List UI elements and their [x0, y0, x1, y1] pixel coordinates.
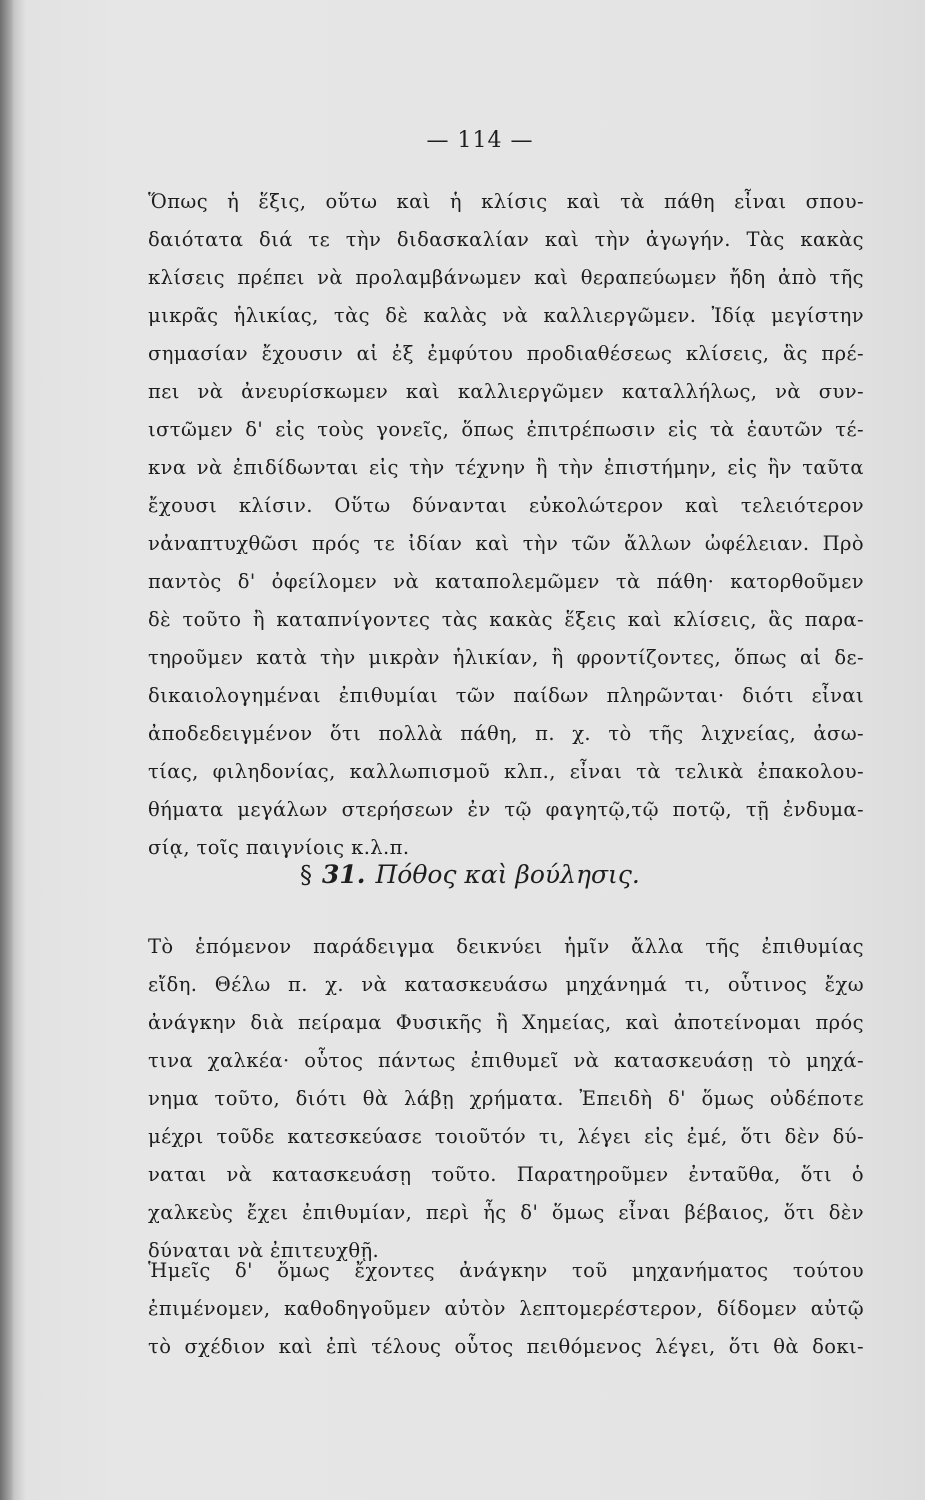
text-line: Τὸ ἑπόμενον παράδειγμα δεικνύει ἡμῖν ἄλλα τῆς ἐπιθυμίας: [148, 935, 864, 958]
text-line: ἔχουσι κλίσιν. Οὕτω δύνανται εὐκολώτερον καὶ τελειότερον: [148, 494, 864, 517]
text-line: κνα νὰ ἐπιδίδωνται εἰς τὴν τέχνην ἢ τὴν ἐπιστήμην, εἰς ἣν ταῦτα: [148, 456, 864, 479]
text-line: τηροῦμεν κατὰ τὴν μικρὰν ἡλικίαν, ἢ φροντίζοντες, ὅπως αἱ δε-: [148, 646, 864, 669]
text-line: ἐπιμένομεν, καθοδηγοῦμεν αὐτὸν λεπτομερέστερον, δίδομεν αὐτῷ: [148, 1297, 864, 1320]
paragraph-example: [148, 928, 864, 1270]
text-line: δύναται νὰ ἐπιτευχθῇ.: [148, 1239, 380, 1262]
text-line: ἀνάγκην διὰ πείραμα Φυσικῆς ἢ Χημείας, καὶ ἀποτείνομαι πρός: [148, 1011, 864, 1034]
section-heading: [300, 860, 700, 889]
paragraph-continuation: [148, 1252, 864, 1366]
text-line: τινα χαλκέα· οὗτος πάντως ἐπιθυμεῖ νὰ κατασκευάσῃ τὸ μηχά-: [148, 1049, 864, 1072]
text-line: σημασίαν ἔχουσιν αἱ ἐξ ἐμφύτου προδιαθέσεως κλίσεις, ἃς πρέ-: [148, 342, 864, 365]
text-line: ιστῶμεν δ' εἰς τοὺς γονεῖς, ὅπως ἐπιτρέπωσιν εἰς τὰ ἑαυτῶν τέ-: [148, 418, 864, 441]
text-line: πει νὰ ἀνευρίσκωμεν καὶ καλλιεργῶμεν καταλλήλως, νὰ συν-: [148, 380, 864, 403]
text-line: δὲ τοῦτο ἢ καταπνίγοντες τὰς κακὰς ἕξεις καὶ κλίσεις, ἃς παρα-: [148, 608, 864, 631]
text-line: θήματα μεγάλων στερήσεων ἐν τῷ φαγητῷ,τῷ ποτῷ, τῇ ἐνδυμα-: [148, 798, 864, 821]
text-line: παντὸς δ' ὀφείλομεν νὰ καταπολεμῶμεν τὰ πάθη· κατορθοῦμεν: [148, 570, 864, 593]
section-title: Πόθος καὶ βούλησις.: [375, 860, 640, 889]
text-line: τὸ σχέδιον καὶ ἐπὶ τέλους οὗτος πειθόμενος λέγει, ὅτι θὰ δοκι-: [148, 1335, 864, 1358]
book-spine-shadow: [0, 0, 14, 1500]
text-line: σίᾳ, τοῖς παιγνίοις κ.λ.π.: [148, 836, 410, 859]
text-line: χαλκεὺς ἔχει ἐπιθυμίαν, περὶ ἧς δ' ὅμως εἶναι βέβαιος, ὅτι δὲν: [148, 1201, 864, 1224]
page-number: — 114 —: [426, 128, 534, 153]
paragraph-habits-and-passions: [148, 183, 864, 867]
text-line: δικαιολογημέναι ἐπιθυμίαι τῶν παίδων πληρῶνται· διότι εἶναι: [148, 684, 864, 707]
text-line: δαιότατα διά τε τὴν διδασκαλίαν καὶ τὴν ἀγωγήν. Τὰς κακὰς: [148, 228, 864, 251]
text-line: Ὅπως ἡ ἕξις, οὕτω καὶ ἡ κλίσις καὶ τὰ πάθη εἶναι σπου-: [148, 190, 864, 213]
text-line: κλίσεις πρέπει νὰ προλαμβάνωμεν καὶ θεραπεύωμεν ἤδη ἀπὸ τῆς: [148, 266, 864, 289]
text-line: μικρᾶς ἡλικίας, τὰς δὲ καλὰς νὰ καλλιεργῶμεν. Ἰδίᾳ μεγίστην: [148, 304, 864, 327]
text-line: μέχρι τοῦδε κατεσκεύασε τοιοῦτόν τι, λέγει εἰς ἐμέ, ὅτι δὲν δύ-: [148, 1125, 864, 1148]
text-line: νημα τοῦτο, διότι θὰ λάβῃ χρήματα. Ἐπειδὴ δ' ὅμως οὐδέποτε: [148, 1087, 864, 1110]
section-symbol: §: [300, 861, 312, 889]
text-line: νἀναπτυχθῶσι πρός τε ἰδίαν καὶ τὴν τῶν ἄλλων ὠφέλειαν. Πρὸ: [148, 532, 864, 555]
section-number: 31.: [322, 860, 366, 889]
text-line: ναται νὰ κατασκευάσῃ τοῦτο. Παρατηροῦμεν ἐνταῦθα, ὅτι ὁ: [148, 1163, 864, 1186]
text-line: εἴδη. Θέλω π. χ. νὰ κατασκευάσω μηχάνημά τι, οὗτινος ἔχω: [148, 973, 864, 996]
text-line: ἀποδεδειγμένον ὅτι πολλὰ πάθη, π. χ. τὸ τῆς λιχνείας, ἀσω-: [148, 722, 864, 745]
text-line: τίας, φιληδονίας, καλλωπισμοῦ κλπ., εἶναι τὰ τελικὰ ἐπακολου-: [148, 760, 864, 783]
text-line: Ἡμεῖς δ' ὅμως ἔχοντες ἀνάγκην τοῦ μηχανήματος τούτου: [148, 1259, 864, 1282]
